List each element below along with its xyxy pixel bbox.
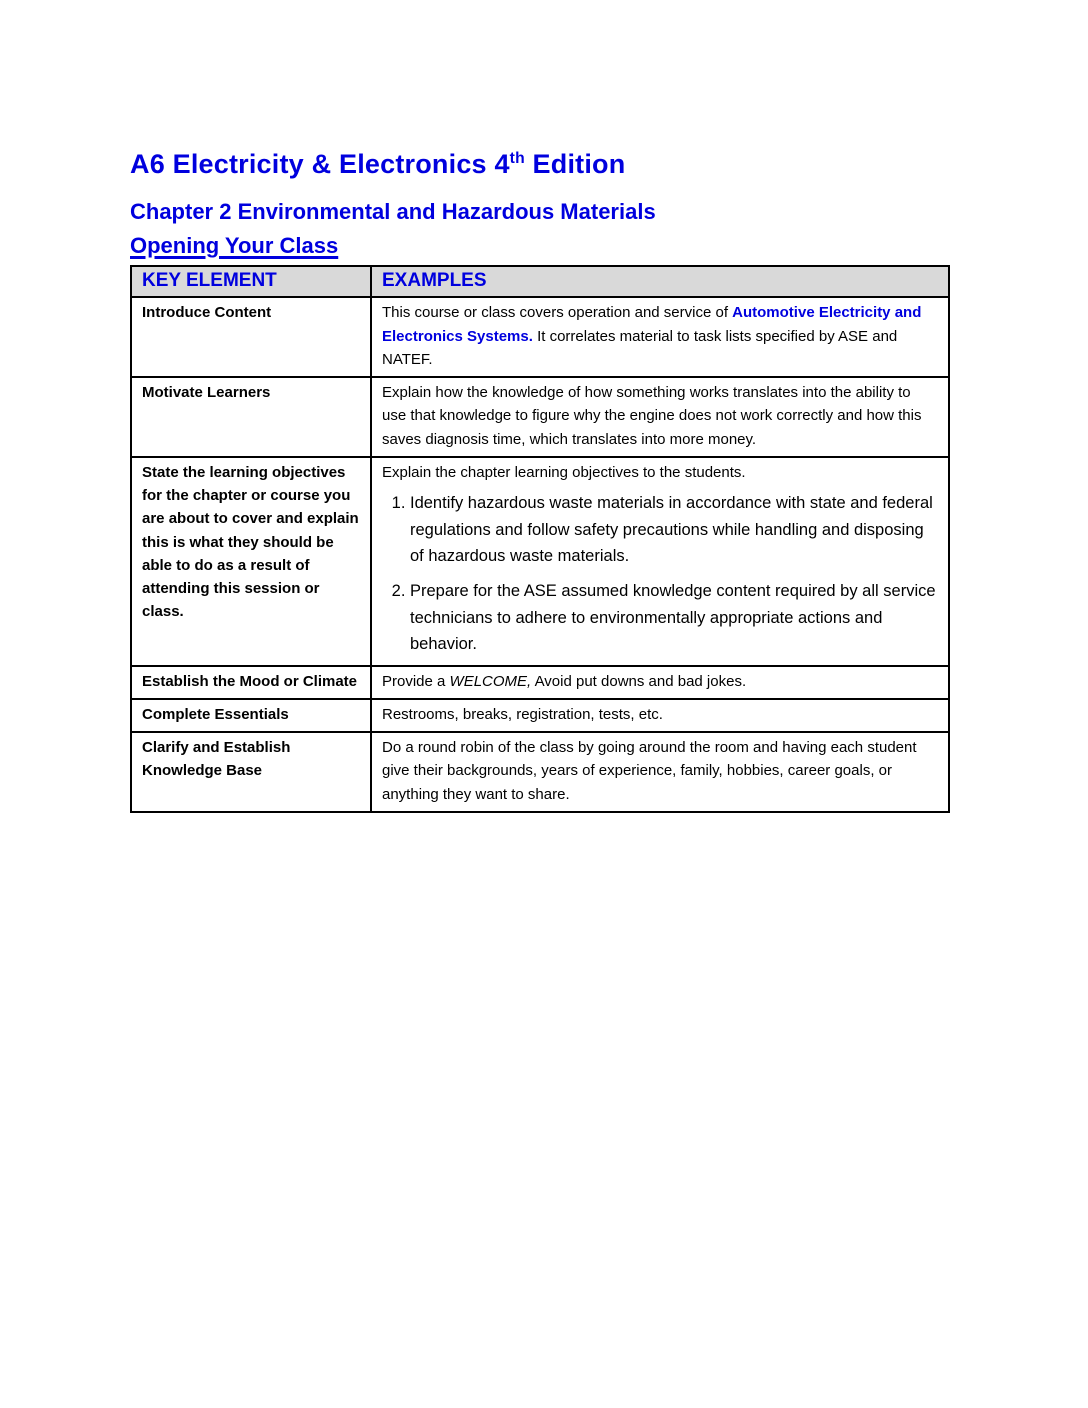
document-title-suffix: Edition [524,149,626,179]
example-intro-text: Explain the chapter learning objectives to the students. [382,463,746,481]
example-highlight-text: Automotive Electricity and Electronics Systems. [382,304,922,345]
table-row-state-learning-objectives [131,457,949,666]
example-cell [371,666,949,699]
document-title [130,148,958,182]
key-cell: Establish the Mood or Climate [131,666,371,699]
table-header-row [131,266,949,298]
learning-objective-item: 2. Prepare for the ASE assumed knowledge content required by all service technicians to adhere to environmentally appropriate actions and behavior. [410,578,938,657]
example-text: Avoid put downs and bad jokes. [531,672,747,690]
table-row-introduce-content [131,297,949,377]
key-element-table [130,265,950,813]
example-cell [371,297,949,377]
example-text: It correlates material to task lists specified by ASE and NATEF. [382,327,898,368]
example-cell [371,457,949,666]
document-title-text: A6 Electricity & Electronics 4 [130,149,510,179]
table-row-motivate-learners [131,377,949,457]
column-header-examples: EXAMPLES [371,266,949,298]
learning-objective-item: 1. Identify hazardous waste materials in accordance with state and federal regulations and follow safety precautions while handling and disposing of hazardous waste materials. [410,490,938,569]
example-text: Provide a [382,672,450,690]
learning-objectives-list [382,490,938,657]
example-cell: Restrooms, breaks, registration, tests, etc. [371,699,949,732]
example-italic-text: WELCOME, [449,672,532,690]
table-row-establish-mood [131,666,949,699]
key-cell: Introduce Content [131,297,371,377]
section-heading: Opening Your Class [130,233,339,259]
example-cell: Do a round robin of the class by going around the room and having each student give their backgrounds, years of experience, family, hobbies, career goals, or anything they want to share. [371,732,949,812]
key-cell: Complete Essentials [131,699,371,732]
chapter-heading: Chapter 2 Environmental and Hazardous Materials [130,198,656,224]
table-row-complete-essentials [131,699,949,732]
example-text: This course or class covers operation and service of [382,304,733,322]
table-row-clarify-knowledge-base [131,732,949,812]
example-cell: Explain how the knowledge of how something works translates into the ability to use that knowledge to figure why the engine does not work correctly and how this saves diagnosis time, which translates into more money. [371,377,949,457]
document-title-superscript: th [509,150,525,167]
key-cell: Clarify and Establish Knowledge Base [131,732,371,812]
column-header-key-element: KEY ELEMENT [131,266,371,298]
key-cell: Motivate Learners [131,377,371,457]
key-cell: State the learning objectives for the chapter or course you are about to cover and explain this is what they should be able to do as a result of attending this session or class. [131,457,371,666]
